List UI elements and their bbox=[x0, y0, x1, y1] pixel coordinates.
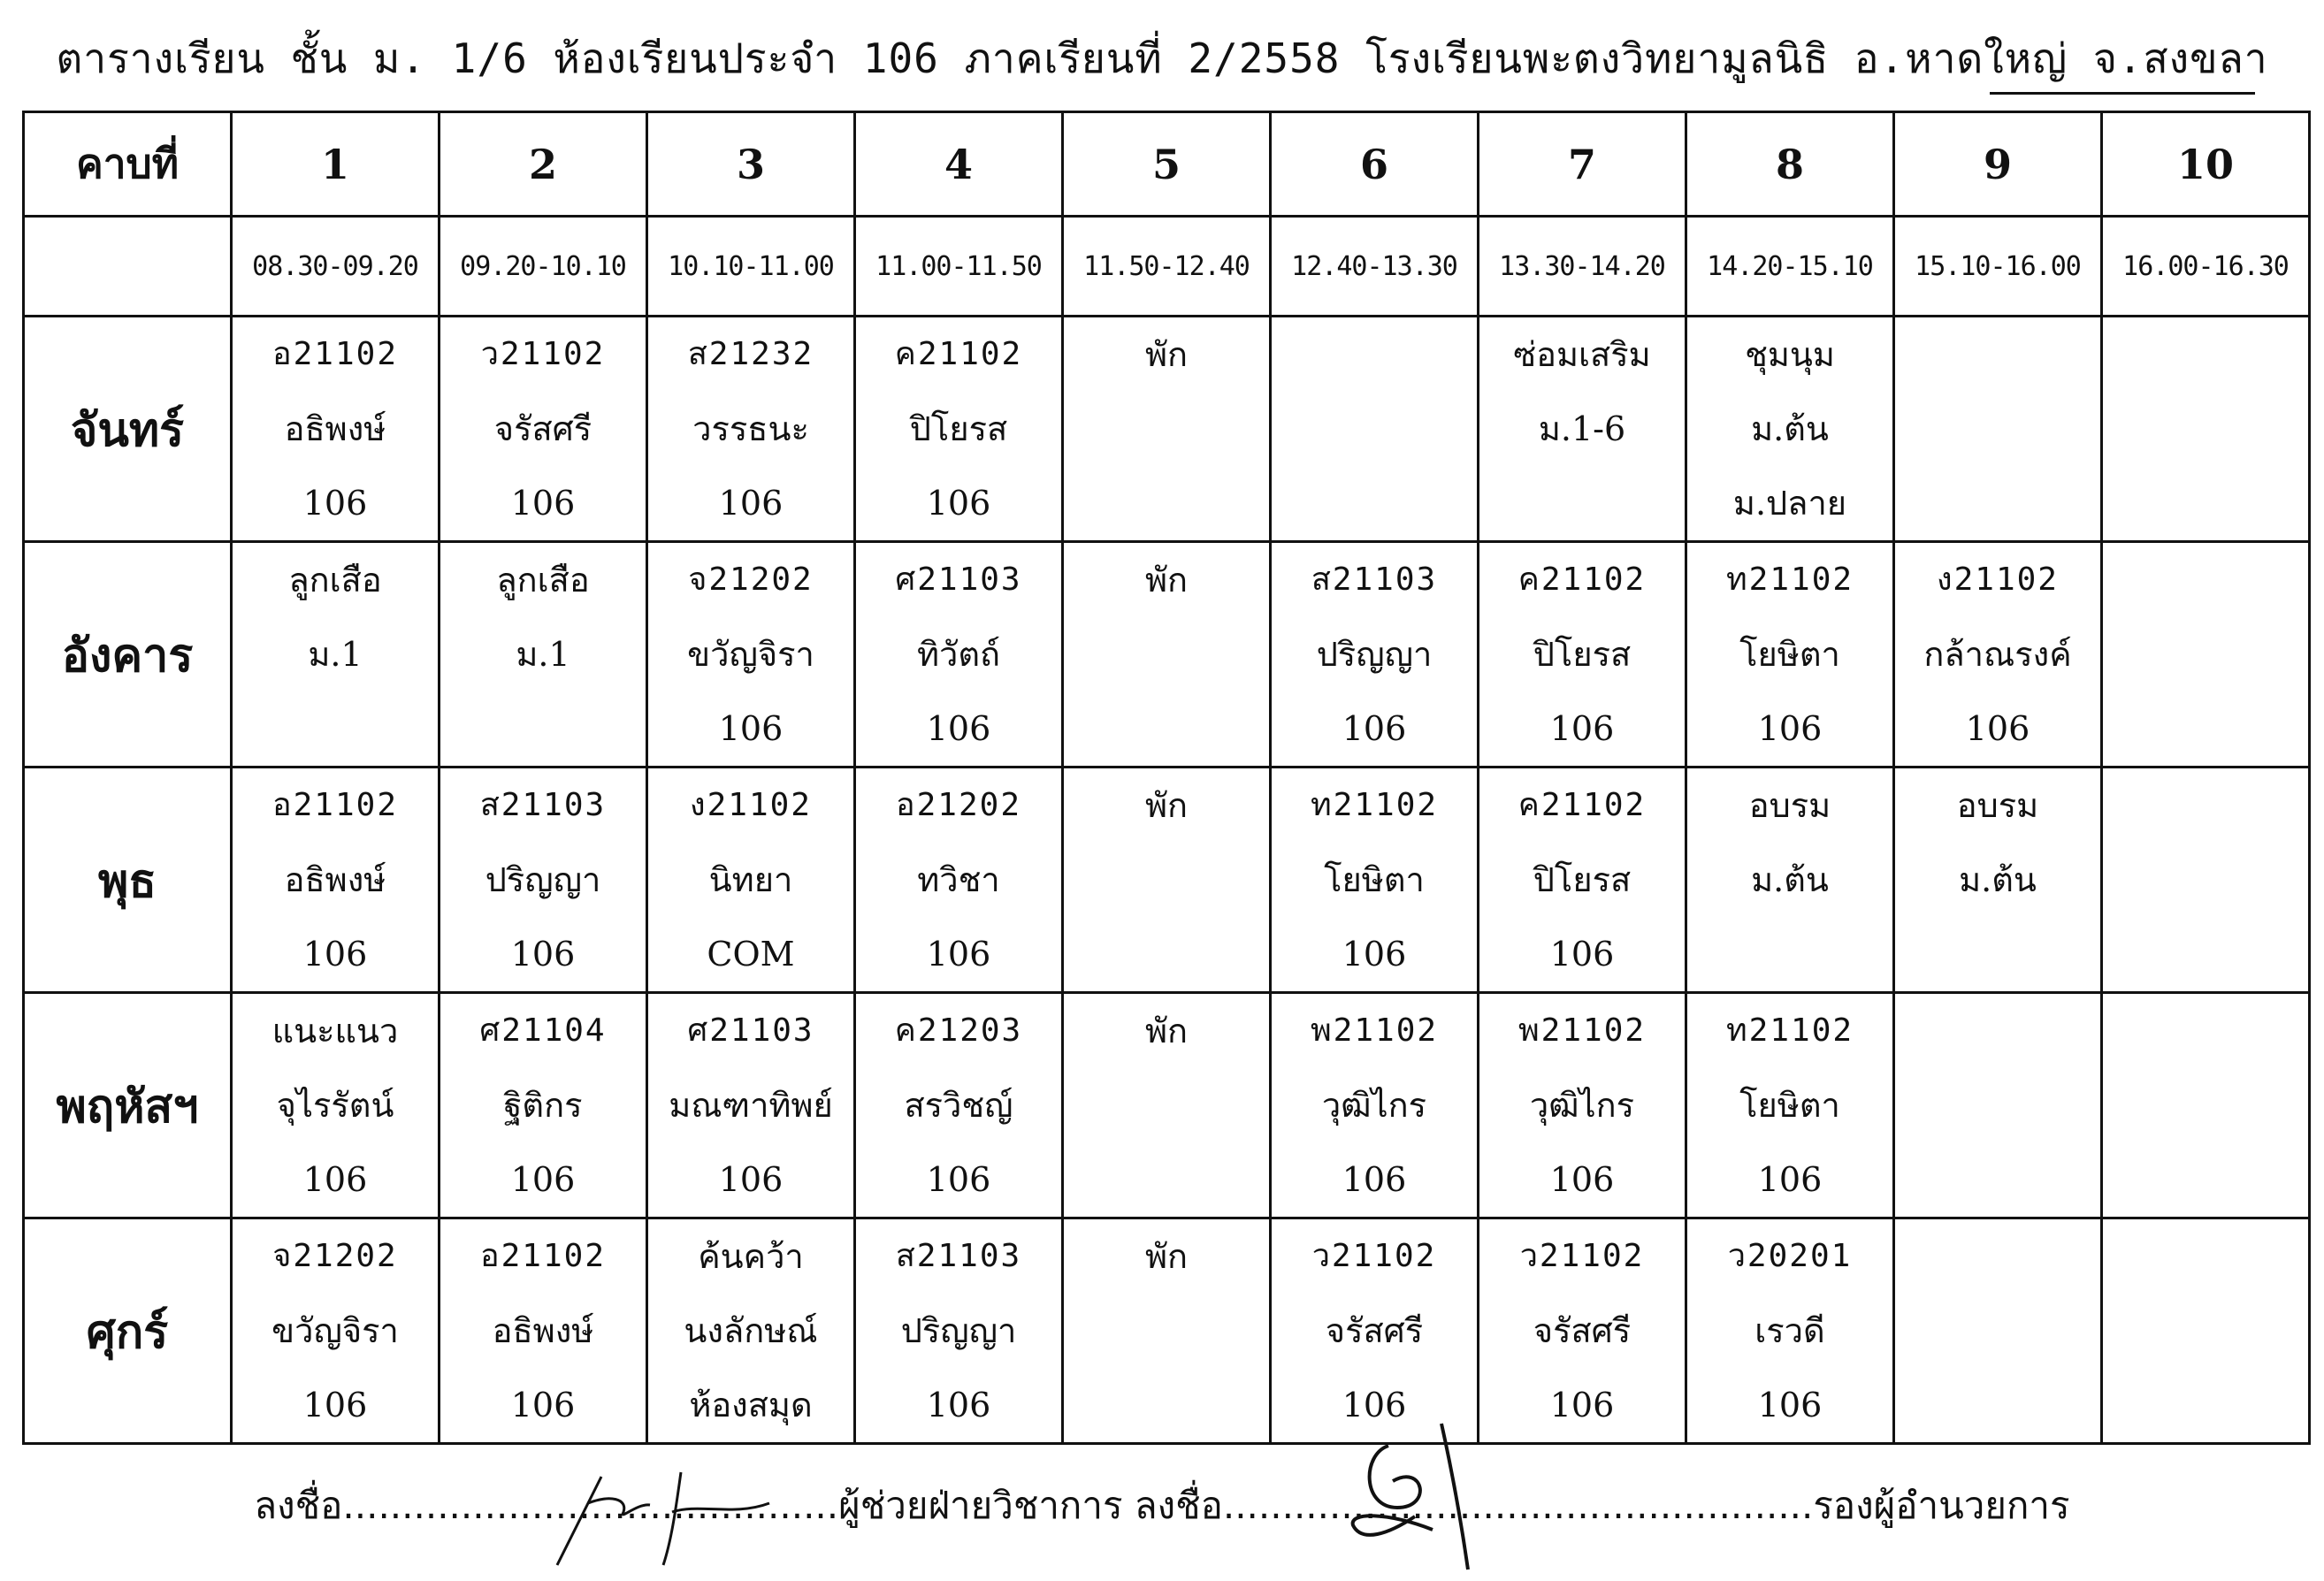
schedule-cell bbox=[1063, 542, 1271, 768]
period-time: 11.50-12.40 bbox=[1063, 217, 1271, 317]
sign1-dots: .......................................... bbox=[342, 1484, 839, 1527]
schedule-cell bbox=[2102, 317, 2310, 542]
room-line: 106 bbox=[1549, 935, 1615, 974]
subject-line: ง21102 bbox=[690, 787, 812, 823]
teacher-line: เรวดี bbox=[1754, 1311, 1825, 1350]
subject-line: ศ21103 bbox=[895, 561, 1022, 598]
teacher-line: ม.1 bbox=[516, 635, 570, 674]
period-time: 13.30-14.20 bbox=[1479, 217, 1686, 317]
teacher-line: ม.ต้น bbox=[1959, 860, 2037, 899]
room-line: 106 bbox=[926, 1386, 991, 1424]
teacher-line: วุฒิไกร bbox=[1529, 1086, 1635, 1125]
subject-line: ส21103 bbox=[479, 787, 607, 823]
room-line: 106 bbox=[1757, 1386, 1823, 1424]
schedule-cell bbox=[1271, 993, 1479, 1218]
room-line: 106 bbox=[926, 484, 991, 523]
schedule-cell bbox=[1686, 542, 1894, 768]
subject-line: ค21203 bbox=[894, 1012, 1023, 1049]
room-line: 106 bbox=[926, 935, 991, 974]
sign1-role: ผู้ช่วยฝ่ายวิชาการ bbox=[838, 1484, 1123, 1527]
room-line: 106 bbox=[1549, 1160, 1615, 1199]
teacher-line: ม.ต้น bbox=[1751, 409, 1829, 448]
period-time: 09.20-10.10 bbox=[440, 217, 647, 317]
sign2-prefix: ลงชื่อ bbox=[1134, 1484, 1223, 1527]
subject-line: พัก bbox=[1144, 335, 1189, 374]
subject-line: ว20201 bbox=[1727, 1238, 1853, 1274]
schedule-cell bbox=[647, 317, 855, 542]
schedule-cell bbox=[1479, 542, 1686, 768]
schedule-cell bbox=[1479, 993, 1686, 1218]
subject-line: อ21102 bbox=[480, 1238, 606, 1274]
teacher-line: ทิวัตถ์ bbox=[916, 635, 1001, 674]
teacher-line: จรัสศรี bbox=[1325, 1311, 1424, 1350]
subject-line: ว21102 bbox=[1519, 1238, 1645, 1274]
subject-line: พ21102 bbox=[1517, 1012, 1647, 1049]
teacher-line: ทวิชา bbox=[917, 860, 1000, 899]
day-name: ศุกร์ bbox=[24, 1218, 232, 1444]
subject-line: ลูกเสือ bbox=[496, 561, 590, 600]
subject-line: พัก bbox=[1144, 561, 1189, 600]
day-row bbox=[24, 542, 2310, 768]
subject-line: อบรม bbox=[1748, 786, 1831, 825]
schedule-cell bbox=[855, 317, 1063, 542]
period-time: 15.10-16.00 bbox=[1894, 217, 2102, 317]
schedule-cell bbox=[440, 1218, 647, 1444]
signature-2 bbox=[1326, 1410, 1503, 1578]
subject-line: ชุมนุม bbox=[1745, 335, 1835, 374]
schedule-cell bbox=[2102, 768, 2310, 993]
schedule-cell bbox=[855, 768, 1063, 993]
subject-line: ส21103 bbox=[895, 1238, 1022, 1274]
schedule-cell bbox=[1271, 768, 1479, 993]
room-line: 106 bbox=[1549, 1386, 1615, 1424]
teacher-line: จุไรรัตน์ bbox=[276, 1086, 394, 1125]
sign2-role: รองผู้อำนวยการ bbox=[1813, 1484, 2070, 1527]
teacher-line: มณฑาทิพย์ bbox=[669, 1086, 833, 1125]
teacher-line: จรัสศรี bbox=[1533, 1311, 1632, 1350]
day-row bbox=[24, 317, 2310, 542]
schedule-cell bbox=[232, 768, 440, 993]
title-underline bbox=[1990, 92, 2255, 95]
subject-line: อ21102 bbox=[272, 336, 398, 372]
teacher-line: นิทยา bbox=[708, 860, 793, 899]
room-line: 106 bbox=[718, 1160, 784, 1199]
teacher-line: วรรธนะ bbox=[692, 409, 809, 448]
period-number: 10 bbox=[2102, 112, 2310, 217]
timetable bbox=[22, 111, 2311, 1445]
signature-footer bbox=[0, 1477, 2324, 1535]
subject-line: พัก bbox=[1144, 1012, 1189, 1050]
period-time: 14.20-15.10 bbox=[1686, 217, 1894, 317]
room-line: 106 bbox=[302, 1386, 368, 1424]
schedule-cell bbox=[1479, 317, 1686, 542]
room-line: 106 bbox=[1342, 709, 1407, 748]
subject-line: ศ21103 bbox=[687, 1012, 814, 1049]
subject-line: ศ21104 bbox=[479, 1012, 607, 1049]
schedule-cell bbox=[647, 768, 855, 993]
subject-line: ว21102 bbox=[1311, 1238, 1437, 1274]
schedule-cell bbox=[440, 317, 647, 542]
room-line: 106 bbox=[510, 935, 576, 974]
schedule-cell bbox=[2102, 993, 2310, 1218]
teacher-line: นงลักษณ์ bbox=[684, 1311, 818, 1350]
period-time: 11.00-11.50 bbox=[855, 217, 1063, 317]
subject-line: ว21102 bbox=[480, 336, 606, 372]
period-label: คาบที่ bbox=[24, 112, 232, 217]
signature-1 bbox=[539, 1450, 787, 1574]
period-number: 9 bbox=[1894, 112, 2102, 217]
teacher-line: ม.1 bbox=[308, 635, 363, 674]
room-line: 106 bbox=[302, 935, 368, 974]
day-name: พุธ bbox=[24, 768, 232, 993]
room-line: 106 bbox=[510, 1160, 576, 1199]
teacher-line: อธิพงษ์ bbox=[284, 860, 386, 899]
room-line: 106 bbox=[718, 709, 784, 748]
schedule-cell bbox=[647, 1218, 855, 1444]
schedule-cell bbox=[1894, 1218, 2102, 1444]
schedule-cell bbox=[1686, 1218, 1894, 1444]
room-line: 106 bbox=[302, 1160, 368, 1199]
day-name: พฤหัสฯ bbox=[24, 993, 232, 1218]
teacher-line: ปิโยรส bbox=[1533, 635, 1632, 674]
period-number: 6 bbox=[1271, 112, 1479, 217]
subject-line: ส21103 bbox=[1311, 561, 1438, 598]
schedule-cell bbox=[440, 993, 647, 1218]
room-line: 106 bbox=[510, 484, 576, 523]
subject-line: จ21202 bbox=[688, 561, 814, 598]
schedule-cell bbox=[232, 542, 440, 768]
subject-line: พัก bbox=[1144, 786, 1189, 825]
room-line: 106 bbox=[1757, 1160, 1823, 1199]
teacher-line: ม.ต้น bbox=[1751, 860, 1829, 899]
room-line: 106 bbox=[926, 1160, 991, 1199]
day-row bbox=[24, 993, 2310, 1218]
schedule-cell bbox=[1063, 993, 1271, 1218]
period-time: 10.10-11.00 bbox=[647, 217, 855, 317]
subject-line: อบรม bbox=[1956, 786, 2039, 825]
subject-line: พัก bbox=[1144, 1237, 1189, 1276]
teacher-line: ปิโยรส bbox=[909, 409, 1008, 448]
schedule-cell bbox=[1894, 317, 2102, 542]
schedule-cell bbox=[2102, 542, 2310, 768]
schedule-cell bbox=[232, 1218, 440, 1444]
sign2-dots: .................................................. bbox=[1222, 1484, 1814, 1527]
room-line: COM bbox=[707, 935, 795, 974]
day-row bbox=[24, 1218, 2310, 1444]
teacher-line: อธิพงษ์ bbox=[492, 1311, 594, 1350]
page-title: ตารางเรียน ชั้น ม. 1/6 ห้องเรียนประจำ 106 ภาคเรียนที่ 2/2558 โรงเรียนพะตงวิทยามูลนิธิ อ.หาดใหญ่ จ.สงขลา bbox=[56, 34, 2268, 82]
room-line: 106 bbox=[1965, 709, 2030, 748]
subject-line: ท21102 bbox=[1725, 561, 1854, 598]
schedule-cell bbox=[1686, 768, 1894, 993]
schedule-cell bbox=[855, 1218, 1063, 1444]
subject-line: ท21102 bbox=[1725, 1012, 1854, 1049]
schedule-cell bbox=[855, 542, 1063, 768]
room-line: 106 bbox=[1342, 935, 1407, 974]
subject-line: อ21102 bbox=[272, 787, 398, 823]
period-number: 7 bbox=[1479, 112, 1686, 217]
teacher-line: กล้าณรงค์ bbox=[1923, 635, 2072, 674]
schedule-cell bbox=[440, 768, 647, 993]
teacher-line: อธิพงษ์ bbox=[284, 409, 386, 448]
subject-line: จ21202 bbox=[272, 1238, 398, 1274]
schedule-cell bbox=[2102, 1218, 2310, 1444]
period-number: 1 bbox=[232, 112, 440, 217]
room-line: 106 bbox=[302, 484, 368, 523]
sign1-prefix: ลงชื่อ bbox=[254, 1484, 343, 1527]
schedule-cell bbox=[1479, 768, 1686, 993]
period-number: 5 bbox=[1063, 112, 1271, 217]
room-line: 106 bbox=[1342, 1160, 1407, 1199]
subject-line: ซ่อมเสริม bbox=[1513, 335, 1651, 374]
time-header-row bbox=[24, 217, 2310, 317]
room-line: ม.ปลาย bbox=[1732, 484, 1847, 523]
period-number: 8 bbox=[1686, 112, 1894, 217]
subject-line: ค21102 bbox=[894, 336, 1023, 372]
room-line: 106 bbox=[1549, 709, 1615, 748]
teacher-line: โยษิตา bbox=[1739, 1086, 1840, 1125]
subject-line: ลูกเสือ bbox=[288, 561, 382, 600]
teacher-line: จรัสศรี bbox=[493, 409, 592, 448]
schedule-cell bbox=[440, 542, 647, 768]
schedule-cell bbox=[1479, 1218, 1686, 1444]
time-label-empty bbox=[24, 217, 232, 317]
subject-line: ค21102 bbox=[1517, 561, 1647, 598]
schedule-cell bbox=[855, 993, 1063, 1218]
subject-line: ท21102 bbox=[1310, 787, 1439, 823]
subject-line: แนะแนว bbox=[271, 1012, 399, 1050]
schedule-cell bbox=[1063, 1218, 1271, 1444]
schedule-cell bbox=[1063, 317, 1271, 542]
room-line: 106 bbox=[926, 709, 991, 748]
period-number: 4 bbox=[855, 112, 1063, 217]
schedule-cell bbox=[1894, 768, 2102, 993]
schedule-cell bbox=[647, 993, 855, 1218]
teacher-line: ปริญญา bbox=[1316, 635, 1433, 674]
schedule-cell bbox=[647, 542, 855, 768]
period-time: 08.30-09.20 bbox=[232, 217, 440, 317]
schedule-cell bbox=[232, 317, 440, 542]
subject-line: ง21102 bbox=[1937, 561, 2059, 598]
schedule-cell bbox=[1686, 317, 1894, 542]
day-name: จันทร์ bbox=[24, 317, 232, 542]
teacher-line: ปิโยรส bbox=[1533, 860, 1632, 899]
schedule-cell bbox=[1271, 317, 1479, 542]
teacher-line: โยษิตา bbox=[1739, 635, 1840, 674]
teacher-line: ขวัญจิรา bbox=[687, 635, 814, 674]
teacher-line: ปริญญา bbox=[485, 860, 601, 899]
schedule-cell bbox=[1063, 768, 1271, 993]
schedule-cell bbox=[1686, 993, 1894, 1218]
period-number: 3 bbox=[647, 112, 855, 217]
teacher-line: วุฒิไกร bbox=[1321, 1086, 1427, 1125]
period-time: 16.00-16.30 bbox=[2102, 217, 2310, 317]
period-time: 12.40-13.30 bbox=[1271, 217, 1479, 317]
period-header-row bbox=[24, 112, 2310, 217]
subject-line: อ21202 bbox=[896, 787, 1021, 823]
day-name: อังคาร bbox=[24, 542, 232, 768]
schedule-cell bbox=[232, 993, 440, 1218]
teacher-line: โยษิตา bbox=[1324, 860, 1425, 899]
subject-line: พ21102 bbox=[1310, 1012, 1439, 1049]
schedule-cell bbox=[1894, 993, 2102, 1218]
room-line: ห้องสมุด bbox=[689, 1386, 813, 1424]
subject-line: ส21232 bbox=[687, 336, 814, 372]
day-row bbox=[24, 768, 2310, 993]
period-number: 2 bbox=[440, 112, 647, 217]
room-line: 106 bbox=[1757, 709, 1823, 748]
room-line: 106 bbox=[1342, 1386, 1407, 1424]
teacher-line: ปริญญา bbox=[900, 1311, 1017, 1350]
subject-line: ค้นคว้า bbox=[698, 1237, 804, 1276]
subject-line: ค21102 bbox=[1517, 787, 1647, 823]
teacher-line: สรวิชญ์ bbox=[904, 1086, 1013, 1125]
schedule-cell bbox=[1271, 542, 1479, 768]
teacher-line: ม.1-6 bbox=[1538, 409, 1626, 448]
schedule-cell bbox=[1894, 542, 2102, 768]
room-line: 106 bbox=[718, 484, 784, 523]
teacher-line: ฐิติกร bbox=[503, 1086, 583, 1125]
teacher-line: ขวัญจิรา bbox=[271, 1311, 399, 1350]
room-line: 106 bbox=[510, 1386, 576, 1424]
